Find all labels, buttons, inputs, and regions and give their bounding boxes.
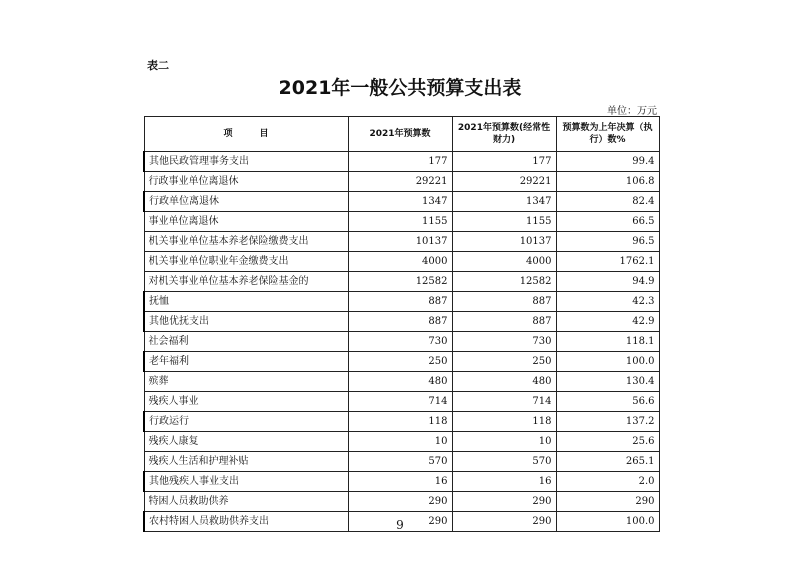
row-regular-value: 714 (452, 392, 556, 412)
table-label: 表二 (147, 59, 169, 72)
row-percent-value: 130.4 (556, 372, 659, 392)
table-header-row (144, 117, 659, 152)
row-percent-value: 290 (556, 492, 659, 512)
table-row (144, 432, 659, 452)
column-header-budget: 2021年预算数 (348, 117, 452, 152)
row-percent-value: 118.1 (556, 332, 659, 352)
row-budget-value: 10137 (348, 232, 452, 252)
table-row (144, 472, 659, 492)
row-item-name: 机关事业单位基本养老保险缴费支出 (144, 232, 348, 252)
table-row (144, 352, 659, 372)
row-regular-value: 887 (452, 312, 556, 332)
row-percent-value: 99.4 (556, 152, 659, 172)
row-item-name: 其他优抚支出 (144, 312, 348, 332)
row-regular-value: 10 (452, 432, 556, 452)
row-regular-value: 29221 (452, 172, 556, 192)
table-row (144, 172, 659, 192)
row-budget-value: 290 (348, 492, 452, 512)
column-header-regular-budget: 2021年预算数(经常性财力) (452, 117, 556, 152)
table-body (144, 152, 659, 532)
row-percent-value: 42.3 (556, 292, 659, 312)
table-row (144, 192, 659, 212)
row-budget-value: 1347 (348, 192, 452, 212)
row-regular-value: 118 (452, 412, 556, 432)
row-percent-value: 82.4 (556, 192, 659, 212)
row-percent-value: 25.6 (556, 432, 659, 452)
table-row (144, 392, 659, 412)
row-item-name: 残疾人事业 (144, 392, 348, 412)
table-row (144, 212, 659, 232)
row-budget-value: 29221 (348, 172, 452, 192)
row-regular-value: 250 (452, 352, 556, 372)
row-budget-value: 290 (348, 512, 452, 532)
row-item-name: 机关事业单位职业年金缴费支出 (144, 252, 348, 272)
row-item-name: 行政运行 (144, 412, 348, 432)
row-percent-value: 1762.1 (556, 252, 659, 272)
row-regular-value: 10137 (452, 232, 556, 252)
row-regular-value: 730 (452, 332, 556, 352)
row-budget-value: 887 (348, 292, 452, 312)
row-percent-value: 42.9 (556, 312, 659, 332)
table-row (144, 272, 659, 292)
row-percent-value: 100.0 (556, 352, 659, 372)
row-item-name: 老年福利 (144, 352, 348, 372)
row-percent-value: 66.5 (556, 212, 659, 232)
row-regular-value: 290 (452, 492, 556, 512)
row-regular-value: 570 (452, 452, 556, 472)
row-budget-value: 10 (348, 432, 452, 452)
row-regular-value: 4000 (452, 252, 556, 272)
row-percent-value: 106.8 (556, 172, 659, 192)
unit-label: 单位：万元 (607, 106, 657, 117)
row-item-name: 行政事业单位离退休 (144, 172, 348, 192)
row-item-name: 农村特困人员救助供养支出 (144, 512, 348, 532)
table-row (144, 372, 659, 392)
row-item-name: 残疾人康复 (144, 432, 348, 452)
row-percent-value: 56.6 (556, 392, 659, 412)
row-percent-value: 94.9 (556, 272, 659, 292)
row-budget-value: 480 (348, 372, 452, 392)
table-row (144, 452, 659, 472)
row-item-name: 对机关事业单位基本养老保险基金的 (144, 272, 348, 292)
row-item-name: 殡葬 (144, 372, 348, 392)
row-item-name: 其他残疾人事业支出 (144, 472, 348, 492)
column-header-percent: 预算数为上年决算（执行）数% (556, 117, 659, 152)
row-percent-value: 137.2 (556, 412, 659, 432)
table-row (144, 232, 659, 252)
row-budget-value: 570 (348, 452, 452, 472)
row-regular-value: 887 (452, 292, 556, 312)
row-regular-value: 290 (452, 512, 556, 532)
row-regular-value: 1347 (452, 192, 556, 212)
row-budget-value: 177 (348, 152, 452, 172)
row-budget-value: 118 (348, 412, 452, 432)
table-row (144, 312, 659, 332)
row-regular-value: 16 (452, 472, 556, 492)
row-budget-value: 12582 (348, 272, 452, 292)
row-budget-value: 250 (348, 352, 452, 372)
budget-table (143, 116, 660, 532)
table-row (144, 152, 659, 172)
table-row (144, 412, 659, 432)
row-percent-value: 2.0 (556, 472, 659, 492)
row-item-name: 残疾人生活和护理补贴 (144, 452, 348, 472)
row-budget-value: 16 (348, 472, 452, 492)
row-percent-value: 265.1 (556, 452, 659, 472)
row-budget-value: 714 (348, 392, 452, 412)
row-item-name: 特困人员救助供养 (144, 492, 348, 512)
row-budget-value: 1155 (348, 212, 452, 232)
row-item-name: 行政单位离退休 (144, 192, 348, 212)
table-row (144, 292, 659, 312)
row-budget-value: 887 (348, 312, 452, 332)
row-budget-value: 4000 (348, 252, 452, 272)
row-regular-value: 480 (452, 372, 556, 392)
row-percent-value: 100.0 (556, 512, 659, 532)
row-regular-value: 177 (452, 152, 556, 172)
row-regular-value: 1155 (452, 212, 556, 232)
table-row (144, 332, 659, 352)
column-header-item: 项 目 (144, 117, 348, 152)
row-budget-value: 730 (348, 332, 452, 352)
row-item-name: 抚恤 (144, 292, 348, 312)
page-number: 9 (396, 518, 404, 532)
row-item-name: 事业单位离退休 (144, 212, 348, 232)
table-row (144, 492, 659, 512)
row-percent-value: 96.5 (556, 232, 659, 252)
row-item-name: 社会福利 (144, 332, 348, 352)
table-row (144, 252, 659, 272)
row-regular-value: 12582 (452, 272, 556, 292)
row-item-name: 其他民政管理事务支出 (144, 152, 348, 172)
document-title: 2021年一般公共预算支出表 (278, 77, 522, 99)
